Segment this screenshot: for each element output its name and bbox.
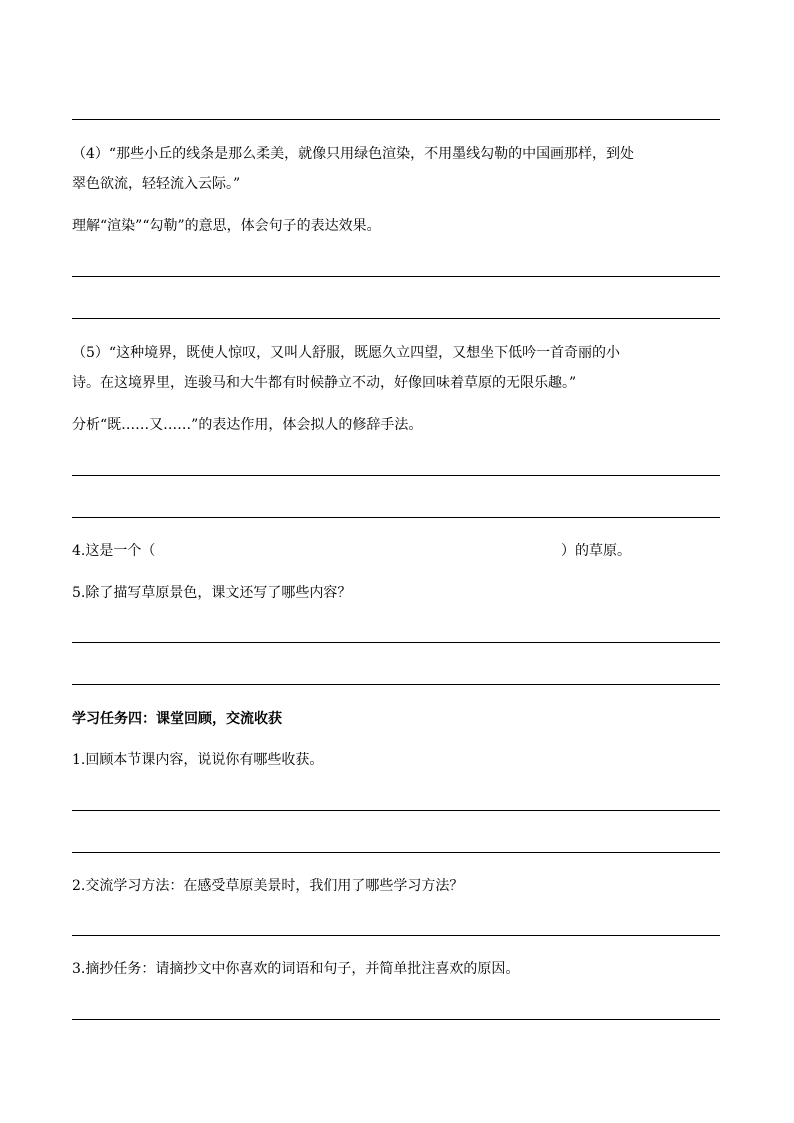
answer-line — [72, 475, 720, 476]
task4-heading: 学习任务四：课堂回顾，交流收获 — [72, 711, 282, 727]
answer-line — [72, 318, 720, 319]
answer-line — [72, 852, 720, 853]
answer-line — [72, 1019, 720, 1020]
item4-suffix: ）的草原。 — [561, 543, 631, 559]
answer-line — [72, 810, 720, 811]
q4-prompt: 理解“渲染”“勾勒”的意思，体会句子的表达效果。 — [72, 218, 381, 234]
q5-prompt: 分析“既……又……”的表达作用，体会拟人的修辞手法。 — [72, 417, 423, 433]
q4-quote-line-2: 翠色欲流，轻轻流入云际。” — [72, 176, 241, 192]
item4-fill-blank — [72, 542, 732, 560]
q5-quote-line-1: （5）“这种境界，既使人惊叹，又叫人舒服，既愿久立四望，又想坐下低吟一首奇丽的小 — [72, 345, 621, 361]
answer-line — [72, 642, 720, 643]
answer-line — [72, 935, 720, 936]
task4-question-1: 1.回顾本节课内容，说说你有哪些收获。 — [72, 752, 324, 768]
q4-quote-line-1: （4）“那些小丘的线条是那么柔美，就像只用绿色渲染，不用墨线勾勒的中国画那样，到处 — [72, 146, 635, 162]
answer-line — [72, 684, 720, 685]
q5-quote-line-2: 诗。在这境界里，连骏马和大牛都有时候静立不动，好像回味着草原的无限乐趣。” — [72, 375, 577, 391]
answer-line — [72, 119, 720, 120]
answer-line — [72, 276, 720, 277]
task4-question-3: 3.摘抄任务：请摘抄文中你喜欢的词语和句子，并简单批注喜欢的原因。 — [72, 961, 520, 977]
item5-question: 5.除了描写草原景色，课文还写了哪些内容？ — [72, 585, 352, 601]
answer-line — [72, 517, 720, 518]
task4-question-2: 2.交流学习方法：在感受草原美景时，我们用了哪些学习方法？ — [72, 878, 464, 894]
item4-prefix: 4.这是一个（ — [72, 543, 156, 559]
